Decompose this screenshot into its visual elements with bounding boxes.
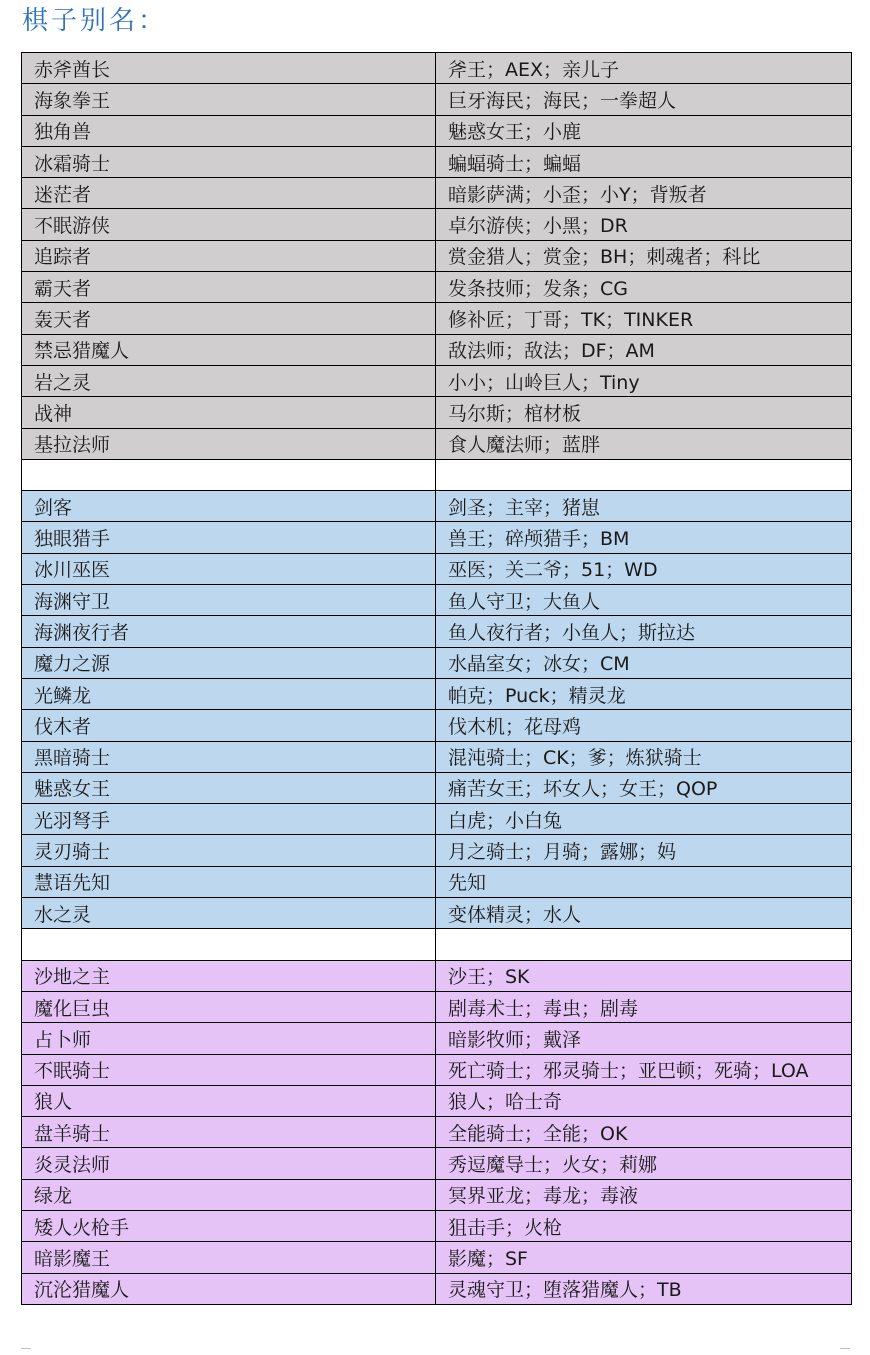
piece-name-cell: 独眼猎手 — [22, 522, 436, 553]
table-row — [22, 178, 852, 209]
piece-name-cell: 冰霜骑士 — [22, 146, 436, 177]
alias-cell: 白虎；小白兔 — [436, 804, 852, 835]
alias-cell: 月之骑士；月骑；露娜；妈 — [436, 835, 852, 866]
table-row — [22, 53, 852, 84]
alias-cell: 影魔；SF — [436, 1242, 852, 1273]
piece-name-cell: 水之灵 — [22, 898, 436, 929]
empty-cell — [22, 459, 436, 490]
alias-cell: 暗影牧师；戴泽 — [436, 1023, 852, 1054]
table-row — [22, 522, 852, 553]
piece-name-cell: 光鳞龙 — [22, 678, 436, 709]
alias-cell: 斧王；AEX；亲儿子 — [436, 53, 852, 84]
piece-name-cell: 霸天者 — [22, 272, 436, 303]
piece-name-cell: 不眠游侠 — [22, 209, 436, 240]
page-corner-mark-right — [840, 1348, 850, 1349]
table-row — [22, 710, 852, 741]
alias-cell: 巨牙海民；海民；一拳超人 — [436, 84, 852, 115]
piece-name-cell: 海象拳王 — [22, 84, 436, 115]
table-row — [22, 84, 852, 115]
table-row — [22, 835, 852, 866]
piece-name-cell: 盘羊骑士 — [22, 1117, 436, 1148]
empty-cell — [436, 929, 852, 960]
page-title: 棋子别名： — [22, 6, 168, 36]
alias-cell: 全能骑士；全能；OK — [436, 1117, 852, 1148]
page-corner-mark-left — [21, 1348, 31, 1349]
table-row — [22, 365, 852, 396]
table-row — [22, 1054, 852, 1085]
table-row — [22, 804, 852, 835]
table-row — [22, 585, 852, 616]
table-row — [22, 898, 852, 929]
table-row — [22, 616, 852, 647]
table-row — [22, 1148, 852, 1179]
piece-name-cell: 战神 — [22, 397, 436, 428]
piece-name-cell: 沙地之主 — [22, 960, 436, 991]
piece-name-cell: 黑暗骑士 — [22, 741, 436, 772]
table-row — [22, 334, 852, 365]
table-row — [22, 397, 852, 428]
table-row — [22, 991, 852, 1022]
piece-name-cell: 绿龙 — [22, 1179, 436, 1210]
empty-cell — [22, 929, 436, 960]
piece-name-cell: 追踪者 — [22, 240, 436, 271]
piece-name-cell: 灵刃骑士 — [22, 835, 436, 866]
table-row — [22, 303, 852, 334]
alias-cell: 痛苦女王；坏女人；女王；QOP — [436, 772, 852, 803]
piece-name-cell: 魔化巨虫 — [22, 991, 436, 1022]
table-row — [22, 1242, 852, 1273]
piece-name-cell: 赤斧酋长 — [22, 53, 436, 84]
piece-name-cell: 狼人 — [22, 1085, 436, 1116]
alias-cell: 狙击手；火枪 — [436, 1210, 852, 1241]
piece-name-cell: 炎灵法师 — [22, 1148, 436, 1179]
table-row — [22, 553, 852, 584]
alias-cell: 水晶室女；冰女；CM — [436, 647, 852, 678]
piece-name-cell: 魔力之源 — [22, 647, 436, 678]
alias-cell: 鱼人夜行者；小鱼人；斯拉达 — [436, 616, 852, 647]
table-row — [22, 647, 852, 678]
alias-cell: 巫医；关二爷；51；WD — [436, 553, 852, 584]
alias-cell: 卓尔游侠；小黑；DR — [436, 209, 852, 240]
alias-cell: 冥界亚龙；毒龙；毒液 — [436, 1179, 852, 1210]
table-row — [22, 772, 852, 803]
table-row — [22, 272, 852, 303]
alias-cell: 鱼人守卫；大鱼人 — [436, 585, 852, 616]
piece-name-cell: 岩之灵 — [22, 365, 436, 396]
piece-name-cell: 矮人火枪手 — [22, 1210, 436, 1241]
alias-cell: 发条技师；发条；CG — [436, 272, 852, 303]
alias-cell: 秀逗魔导士；火女；莉娜 — [436, 1148, 852, 1179]
table-row — [22, 491, 852, 522]
piece-name-cell: 迷茫者 — [22, 178, 436, 209]
group-separator-row — [22, 929, 852, 960]
table-row — [22, 115, 852, 146]
alias-table — [21, 52, 852, 1305]
alias-table-body — [22, 53, 852, 1305]
alias-cell: 小小；山岭巨人；Tiny — [436, 365, 852, 396]
piece-name-cell: 沉沦猎魔人 — [22, 1273, 436, 1304]
table-row — [22, 1117, 852, 1148]
piece-name-cell: 剑客 — [22, 491, 436, 522]
alias-cell: 伐木机；花母鸡 — [436, 710, 852, 741]
group-separator-row — [22, 459, 852, 490]
piece-name-cell: 慧语先知 — [22, 866, 436, 897]
piece-name-cell: 伐木者 — [22, 710, 436, 741]
alias-cell: 魅惑女王；小鹿 — [436, 115, 852, 146]
piece-name-cell: 基拉法师 — [22, 428, 436, 459]
alias-cell: 沙王；SK — [436, 960, 852, 991]
alias-cell: 暗影萨满；小歪；小Y；背叛者 — [436, 178, 852, 209]
piece-name-cell: 海渊守卫 — [22, 585, 436, 616]
alias-cell: 狼人；哈士奇 — [436, 1085, 852, 1116]
table-row — [22, 209, 852, 240]
alias-cell: 帕克；Puck；精灵龙 — [436, 678, 852, 709]
alias-cell: 灵魂守卫；堕落猎魔人；TB — [436, 1273, 852, 1304]
alias-cell: 马尔斯；棺材板 — [436, 397, 852, 428]
alias-cell: 剧毒术士；毒虫；剧毒 — [436, 991, 852, 1022]
piece-name-cell: 暗影魔王 — [22, 1242, 436, 1273]
table-row — [22, 960, 852, 991]
piece-name-cell: 不眠骑士 — [22, 1054, 436, 1085]
piece-name-cell: 光羽弩手 — [22, 804, 436, 835]
table-row — [22, 240, 852, 271]
alias-cell: 变体精灵；水人 — [436, 898, 852, 929]
table-row — [22, 866, 852, 897]
piece-name-cell: 轰天者 — [22, 303, 436, 334]
alias-cell: 修补匠；丁哥；TK；TINKER — [436, 303, 852, 334]
table-row — [22, 741, 852, 772]
piece-name-cell: 禁忌猎魔人 — [22, 334, 436, 365]
empty-cell — [436, 459, 852, 490]
alias-cell: 赏金猎人；赏金；BH；刺魂者；科比 — [436, 240, 852, 271]
alias-cell: 剑圣；主宰；猪崽 — [436, 491, 852, 522]
alias-cell: 食人魔法师；蓝胖 — [436, 428, 852, 459]
alias-cell: 兽王；碎颅猎手；BM — [436, 522, 852, 553]
piece-name-cell: 魅惑女王 — [22, 772, 436, 803]
alias-cell: 敌法师；敌法；DF；AM — [436, 334, 852, 365]
piece-name-cell: 占卜师 — [22, 1023, 436, 1054]
alias-cell: 混沌骑士；CK；爹；炼狱骑士 — [436, 741, 852, 772]
table-row — [22, 1085, 852, 1116]
alias-cell: 蝙蝠骑士；蝙蝠 — [436, 146, 852, 177]
table-row — [22, 146, 852, 177]
piece-name-cell: 冰川巫医 — [22, 553, 436, 584]
table-row — [22, 1210, 852, 1241]
piece-name-cell: 海渊夜行者 — [22, 616, 436, 647]
table-row — [22, 428, 852, 459]
alias-cell: 死亡骑士；邪灵骑士；亚巴顿；死骑；LOA — [436, 1054, 852, 1085]
alias-cell: 先知 — [436, 866, 852, 897]
table-row — [22, 1273, 852, 1304]
piece-name-cell: 独角兽 — [22, 115, 436, 146]
table-row — [22, 1023, 852, 1054]
table-row — [22, 678, 852, 709]
table-row — [22, 1179, 852, 1210]
